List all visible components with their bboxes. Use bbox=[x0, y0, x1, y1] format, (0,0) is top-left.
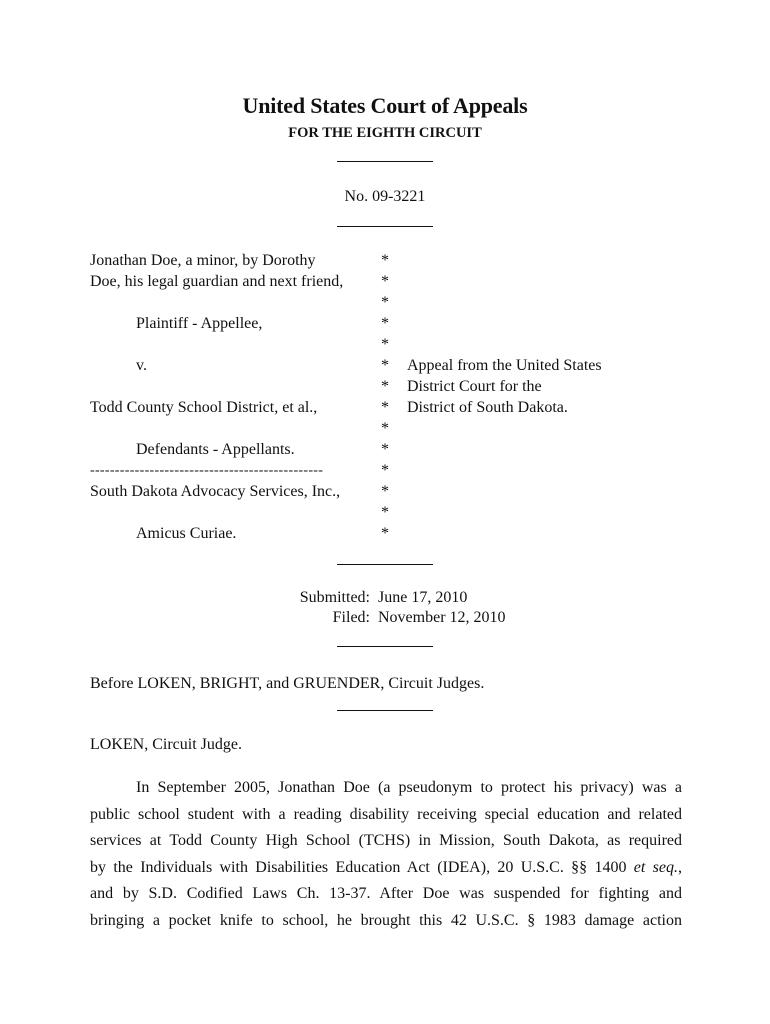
caption-dashed-divider: ----------------------------------------------- bbox=[90, 463, 324, 478]
caption-star: * bbox=[381, 441, 389, 458]
opinion-line: public school student with a reading disability receiving special education and related bbox=[90, 805, 682, 823]
opinion-paragraph bbox=[90, 775, 682, 934]
caption-star: * bbox=[381, 336, 389, 353]
appeal-origin-line-3: District of South Dakota. bbox=[407, 399, 568, 416]
opinion-author: LOKEN, Circuit Judge. bbox=[90, 736, 242, 753]
rule-divider bbox=[337, 226, 433, 227]
opinion-line bbox=[90, 855, 682, 882]
amicus-name: South Dakota Advocacy Services, Inc., bbox=[90, 483, 341, 500]
caption-star: * bbox=[381, 252, 389, 269]
court-title: United States Court of Appeals bbox=[242, 93, 528, 118]
panel-judges: Before LOKEN, BRIGHT, and GRUENDER, Circuit Judges. bbox=[90, 675, 485, 692]
caption-star: * bbox=[381, 315, 389, 332]
rule-divider bbox=[337, 646, 433, 647]
docket-number: No. 09-3221 bbox=[344, 188, 426, 205]
defendant-role: Defendants - Appellants. bbox=[136, 441, 295, 458]
rule-divider bbox=[337, 564, 433, 565]
appeal-origin-line-1: Appeal from the United States bbox=[407, 357, 602, 374]
appeal-origin-line-2: District Court for the bbox=[407, 378, 542, 395]
caption-star: * bbox=[381, 378, 389, 395]
opinion-line-punctuation: , bbox=[678, 858, 682, 876]
caption-star: * bbox=[381, 504, 389, 521]
circuit-subtitle: FOR THE EIGHTH CIRCUIT bbox=[288, 125, 482, 141]
caption-star: * bbox=[381, 357, 389, 374]
plaintiff-role: Plaintiff - Appellee, bbox=[136, 315, 263, 332]
filed-date: November 12, 2010 bbox=[378, 609, 506, 626]
caption-star: * bbox=[381, 462, 389, 479]
filed-label: Filed: bbox=[332, 609, 370, 626]
plaintiff-name-line-1: Jonathan Doe, a minor, by Dorothy bbox=[90, 252, 316, 269]
submitted-label: Submitted: bbox=[299, 589, 370, 606]
submitted-date: June 17, 2010 bbox=[378, 589, 468, 606]
caption-star: * bbox=[381, 420, 389, 437]
opinion-line: bringing a pocket knife to school, he brought this 42 U.S.C. § 1983 damage action bbox=[90, 911, 682, 929]
caption-star: * bbox=[381, 483, 389, 500]
defendant-name: Todd County School District, et al., bbox=[90, 399, 318, 416]
caption-star: * bbox=[381, 399, 389, 416]
opinion-citation-italic: et seq. bbox=[633, 858, 678, 876]
opinion-line: and by S.D. Codified Laws Ch. 13-37. After Doe was suspended for fighting and bbox=[90, 885, 682, 902]
amicus-role: Amicus Curiae. bbox=[136, 525, 237, 542]
plaintiff-name-line-2: Doe, his legal guardian and next friend, bbox=[90, 273, 344, 290]
caption-star: * bbox=[381, 525, 389, 542]
rule-divider bbox=[337, 161, 433, 162]
opinion-line-text: by the Individuals with Disabilities Education Act (IDEA), 20 U.S.C. §§ 1400 bbox=[90, 858, 634, 876]
opinion-line: services at Todd County High School (TCHS) in Mission, South Dakota, as required bbox=[90, 832, 682, 849]
versus-label: v. bbox=[136, 357, 147, 374]
caption-star: * bbox=[381, 294, 389, 311]
caption-star: * bbox=[381, 273, 389, 290]
opinion-line: In September 2005, Jonathan Doe (a pseudonym to protect his privacy) was a bbox=[136, 779, 682, 796]
rule-divider bbox=[337, 710, 433, 711]
